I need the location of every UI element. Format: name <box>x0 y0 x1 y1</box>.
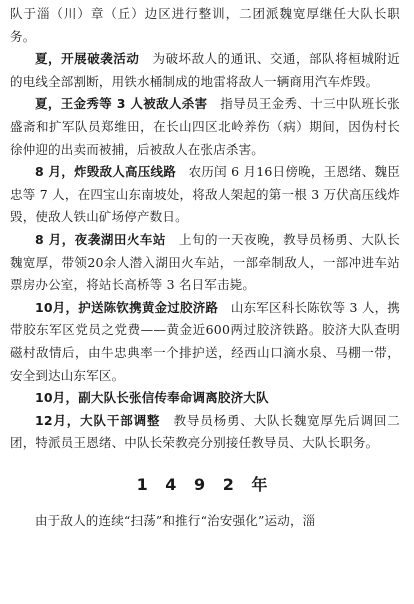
paragraph-body: 教导员杨勇、大队长魏宽厚先后调回二团，特派员王恩绪、中队长荣教亮分别接任教导员、大队长职务。 <box>10 412 400 451</box>
paragraph-body: 指导员王金秀、十三中队班长张盛斋和扩军队员郑维田，在长山四区北岭养伤（病）期间，因伪村长徐仲迎的出卖而被捕，后被敌人在张店杀害。 <box>10 96 400 157</box>
paragraph-6 <box>10 387 400 410</box>
paragraph-5 <box>10 297 400 387</box>
paragraph-heading: 10月，副大队长张信传奉命调离胶济大队 <box>35 390 269 406</box>
paragraph-heading: 夏，开展破袭活动 <box>35 51 140 67</box>
paragraph-heading: 10月，护送陈钦携黄金过胶济路 <box>35 299 219 315</box>
paragraph-1 <box>10 48 400 93</box>
paragraph-0 <box>10 3 400 48</box>
paragraph-3 <box>10 161 400 229</box>
paragraph-body: 山东军区科长陈钦等 3 人，携带胶东军区党员之党费——黄金近600两过胶济铁路。胶济大队查明磁村敌情后，由牛忠典率一个排护送，经西山口滴水泉、马棚一带，安全到达山东军区。 <box>10 299 400 383</box>
paragraph-4 <box>10 229 400 297</box>
paragraph-heading: 夏，王金秀等 3 人被敌人杀害 <box>35 96 208 112</box>
year-heading: 1 4 9 2 年 <box>136 474 274 494</box>
paragraph-heading: 12月，大队干部调整 <box>35 412 161 428</box>
paragraph-body: 上旬的一天夜晚，教导员杨勇、大队长魏宽厚，带领20余人潜入湖田火车站，一部牵制敌人，一部冲进车站票房办公室，将站长高桥等 3 名日军击毙。 <box>10 231 400 293</box>
paragraph-heading: 8 月，炸毁敌人高压线路 <box>35 164 176 180</box>
paragraph-body: 农历闰 6 月16日傍晚，王恩绪、魏臣忠等 7 人，在四宝山东南坡处，将敌人架起的第一根 3 万伏高压线炸毁，使敌人铁山矿场停产数日。 <box>10 164 400 225</box>
paragraph-body: 为破坏敌人的通讯、交通，部队将桓城附近的电线全部割断，用铁水桶制成的地雷将敌人一辆商用汽车炸毁。 <box>10 51 400 89</box>
paragraph-heading: 8 月，夜袭湖田火车站 <box>35 231 166 247</box>
paragraph-last: 由于敌人的连续“扫荡”和推行“治安强化”运动，淄 <box>35 512 316 528</box>
paragraph-7 <box>10 410 400 455</box>
paragraph-2 <box>10 93 400 161</box>
paragraph-body: 队于淄（川）章（丘）边区进行整训，二团派魏宽厚继任大队长职务。 <box>10 6 400 44</box>
